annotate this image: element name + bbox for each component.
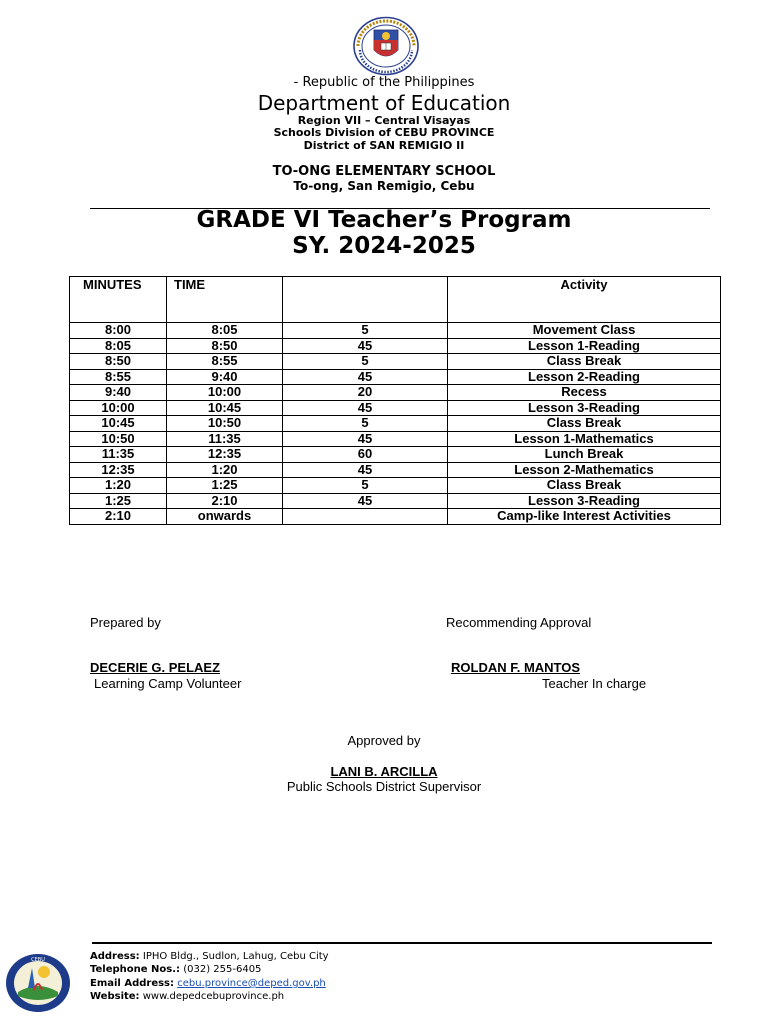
table-row [70, 431, 721, 447]
table-row [70, 354, 721, 370]
table-row [70, 493, 721, 509]
header-activity: Activity [448, 277, 721, 323]
cell-end: onwards [167, 509, 283, 525]
footer-website: Website: www.depedcebuprovince.ph [90, 991, 285, 1002]
cell-end: 8:50 [167, 338, 283, 354]
cell-start: 8:05 [70, 338, 167, 354]
recommending-name: ROLDAN F. MANTOS [451, 660, 581, 675]
cell-end: 8:55 [167, 354, 283, 370]
cell-start: 10:45 [70, 416, 167, 432]
prepared-by-title: Learning Camp Volunteer [94, 676, 242, 691]
cell-start: 9:40 [70, 385, 167, 401]
cell-minutes: 20 [283, 385, 448, 401]
cell-minutes: 5 [283, 323, 448, 339]
footer-telephone: Telephone Nos.: (032) 255-6405 [90, 964, 262, 975]
cell-activity: Lesson 2-Mathematics [448, 462, 721, 478]
cell-start: 2:10 [70, 509, 167, 525]
svg-text:CEBU: CEBU [31, 957, 45, 963]
cell-activity: Class Break [448, 416, 721, 432]
district-line: District of SAN REMIGIO II [303, 139, 465, 152]
table-row [70, 509, 721, 525]
cell-activity: Lesson 1-Reading [448, 338, 721, 354]
footer-divider [92, 942, 712, 944]
cell-activity: Lesson 2-Reading [448, 369, 721, 385]
cell-minutes: 45 [283, 338, 448, 354]
cell-start: 10:00 [70, 400, 167, 416]
table-row [70, 338, 721, 354]
cell-start: 1:25 [70, 493, 167, 509]
cell-minutes: 45 [283, 493, 448, 509]
table-header-row [70, 277, 721, 323]
cell-end: 1:20 [167, 462, 283, 478]
table-row [70, 369, 721, 385]
table-row [70, 416, 721, 432]
cell-minutes [283, 509, 448, 525]
republic-line: - Republic of the Philippines [293, 75, 475, 90]
cell-end: 12:35 [167, 447, 283, 463]
cell-activity: Lesson 1-Mathematics [448, 431, 721, 447]
cell-activity: Movement Class [448, 323, 721, 339]
cell-end: 1:25 [167, 478, 283, 494]
cell-end: 8:05 [167, 323, 283, 339]
cell-start: 1:20 [70, 478, 167, 494]
cell-start: 11:35 [70, 447, 167, 463]
division-logo [4, 952, 72, 1014]
header-duration [283, 277, 448, 323]
table-row [70, 385, 721, 401]
cell-activity: Camp-like Interest Activities [448, 509, 721, 525]
cell-activity: Class Break [448, 354, 721, 370]
cell-end: 9:40 [167, 369, 283, 385]
cell-start: 8:55 [70, 369, 167, 385]
table-row [70, 462, 721, 478]
cell-minutes: 45 [283, 431, 448, 447]
school-year-title: SY. 2024-2025 [292, 233, 476, 259]
cell-minutes: 5 [283, 416, 448, 432]
school-name: TO-ONG ELEMENTARY SCHOOL [272, 164, 496, 179]
schedule-table [69, 276, 721, 525]
header-time: TIME [167, 277, 283, 323]
cell-start: 10:50 [70, 431, 167, 447]
footer-address: Address: IPHO Bldg., Sudlon, Lahug, Cebu City [90, 951, 329, 962]
department-name: Department of Education [257, 91, 511, 115]
cell-activity: Class Break [448, 478, 721, 494]
deped-seal-logo [352, 16, 420, 76]
cell-activity: Lesson 3-Reading [448, 400, 721, 416]
cell-minutes: 45 [283, 462, 448, 478]
program-title: GRADE VI Teacher’s Program [196, 207, 572, 233]
footer-email: Email Address: cebu.province@deped.gov.ph [90, 978, 326, 989]
recommending-approval-label: Recommending Approval [446, 615, 592, 630]
email-link[interactable]: cebu.province@deped.gov.ph [177, 978, 326, 989]
cell-end: 10:45 [167, 400, 283, 416]
cell-end: 2:10 [167, 493, 283, 509]
table-row [70, 400, 721, 416]
cell-activity: Recess [448, 385, 721, 401]
recommending-title: Teacher In charge [542, 676, 647, 691]
approved-by-label: Approved by [347, 733, 421, 748]
cell-end: 10:00 [167, 385, 283, 401]
cell-minutes: 45 [283, 400, 448, 416]
table-row [70, 478, 721, 494]
cell-minutes: 5 [283, 478, 448, 494]
cell-start: 8:00 [70, 323, 167, 339]
approved-by-name: LANI B. ARCILLA [330, 764, 438, 779]
cell-activity: Lesson 3-Reading [448, 493, 721, 509]
region-line: Region VII – Central Visayas [297, 114, 471, 127]
cell-end: 10:50 [167, 416, 283, 432]
cell-minutes: 45 [283, 369, 448, 385]
school-address: To-ong, San Remigio, Cebu [293, 179, 475, 193]
approved-by-title: Public Schools District Supervisor [286, 779, 482, 794]
table-row [70, 323, 721, 339]
cell-activity: Lunch Break [448, 447, 721, 463]
cell-start: 12:35 [70, 462, 167, 478]
cell-minutes: 60 [283, 447, 448, 463]
cell-end: 11:35 [167, 431, 283, 447]
division-line: Schools Division of CEBU PROVINCE [273, 126, 495, 139]
cell-start: 8:50 [70, 354, 167, 370]
cell-minutes: 5 [283, 354, 448, 370]
header-minutes: MINUTES [70, 277, 167, 323]
table-row [70, 447, 721, 463]
prepared-by-label: Prepared by [90, 615, 161, 630]
prepared-by-name: DECERIE G. PELAEZ [90, 660, 221, 675]
